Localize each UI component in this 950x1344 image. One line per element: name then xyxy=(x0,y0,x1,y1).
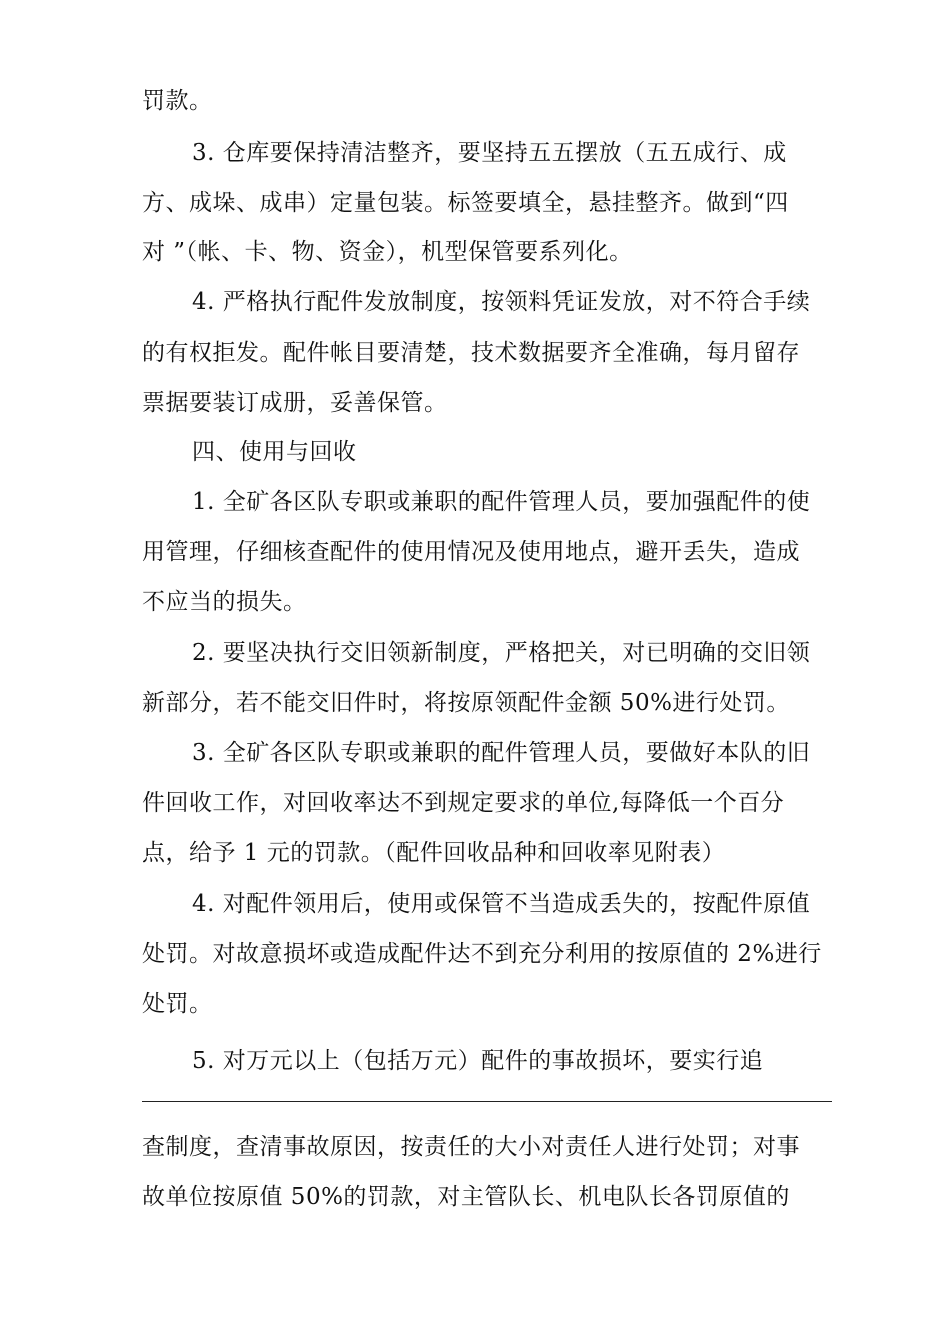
text-line: 5. 对万元以上（包括万元）配件的事故损坏，要实行追 xyxy=(192,1048,764,1074)
page-divider xyxy=(142,1101,832,1102)
text-line: 的有权拒发。配件帐目要清楚，技术数据要齐全准确，每月留存 xyxy=(142,340,800,366)
text-line: 3. 仓库要保持清洁整齐，要坚持五五摆放（五五成行、成 xyxy=(192,140,787,166)
text-line: 4. 对配件领用后，使用或保管不当造成丢失的，按配件原值 xyxy=(192,891,811,917)
text-line: 用管理，仔细核查配件的使用情况及使用地点，避开丢失，造成 xyxy=(142,539,800,565)
text-line: 件回收工作，对回收率达不到规定要求的单位,每降低一个百分 xyxy=(142,790,785,816)
text-line: 新部分，若不能交旧件时，将按原领配件金额 50%进行处罚。 xyxy=(142,690,790,716)
text-line: 处罚。 xyxy=(142,991,213,1017)
section-heading: 四、使用与回收 xyxy=(192,439,357,465)
text-line: 4. 严格执行配件发放制度，按领料凭证发放，对不符合手续 xyxy=(192,289,811,315)
text-line: 点，给予 1 元的罚款。（配件回收品种和回收率见附表） xyxy=(142,840,726,866)
text-line: 3. 全矿各区队专职或兼职的配件管理人员，要做好本队的旧 xyxy=(192,740,811,766)
text-line: 查制度，查清事故原因，按责任的大小对责任人进行处罚；对事 xyxy=(142,1134,800,1160)
text-line: 故单位按原值 50%的罚款，对主管队长、机电队长各罚原值的 xyxy=(142,1184,790,1210)
text-line: 对 ”（帐、卡、物、资金），机型保管要系列化。 xyxy=(142,239,633,265)
text-line: 处罚。对故意损坏或造成配件达不到充分利用的按原值的 2%进行 xyxy=(142,941,822,967)
text-line: 2. 要坚决执行交旧领新制度，严格把关，对已明确的交旧领 xyxy=(192,640,811,666)
text-line: 票据要装订成册，妥善保管。 xyxy=(142,390,448,416)
text-line: 1. 全矿各区队专职或兼职的配件管理人员，要加强配件的使 xyxy=(192,489,811,515)
text-line: 方、成垛、成串）定量包装。标签要填全，悬挂整齐。做到“四 xyxy=(142,190,789,216)
text-line: 罚款。 xyxy=(142,88,213,114)
text-line: 不应当的损失。 xyxy=(142,589,307,615)
